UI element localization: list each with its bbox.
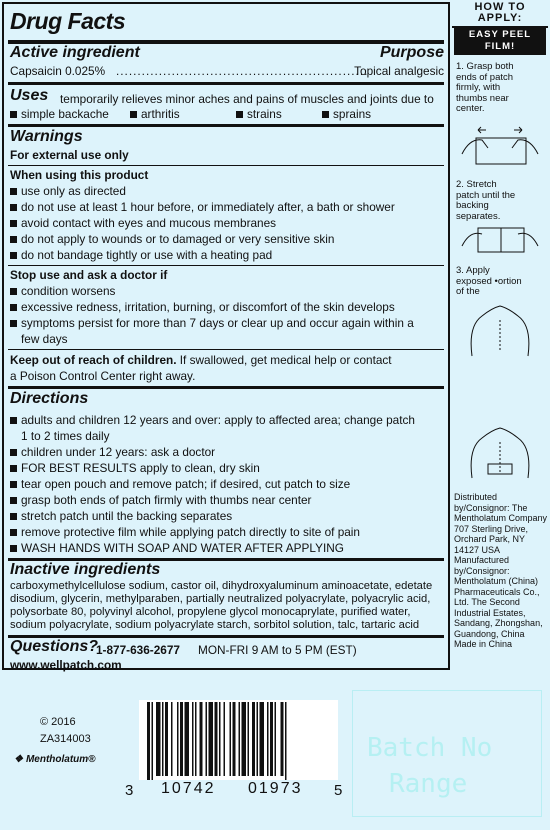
warning-item: use only as directed [10, 185, 126, 198]
direction-item: children under 12 years: ask a doctor [10, 446, 215, 459]
direction-item: tear open pouch and remove patch; if desired, cut patch to size [10, 478, 350, 491]
purpose-text: Topical analgesic [354, 64, 444, 78]
step-3: 3. Apply exposed •ortion of the [456, 265, 522, 297]
warning-item: do not use at least 1 hour before, or immediately after, a bath or shower [10, 201, 395, 214]
batch-stamp [352, 690, 542, 817]
questions-hours: MON-FRI 9 AM to 5 PM (EST) [198, 643, 357, 657]
stop-item-continued: few days [21, 332, 68, 346]
step-2: 2. Stretch patch until the backing separates. [456, 179, 516, 222]
drug-facts-title: Drug Facts [10, 8, 126, 34]
stop-item: symptoms persist for more than 7 days or clear up and occur again within a [10, 317, 414, 330]
website: www.wellpatch.com [10, 658, 122, 672]
when-using-heading: When using this product [10, 168, 149, 182]
direction-item: FOR BEST RESULTS apply to clean, dry skin [10, 462, 260, 475]
direction-item-continued: 1 to 2 times daily [21, 429, 110, 443]
divider [8, 265, 444, 266]
keep-out-of-reach: Keep out of reach of children. If swallowed, get medical help or contact [10, 353, 392, 367]
questions-phone: 1-877-636-2677 [96, 643, 180, 657]
uses-item: simple backache [10, 108, 109, 121]
step-1: 1. Grasp both ends of patch firmly, with thumbs near center. [456, 61, 514, 114]
step-1-illustration [456, 124, 544, 174]
leader-dots: ........................................................... [116, 64, 369, 78]
direction-item: adults and children 12 years and over: apply to affected area; change patch [10, 414, 415, 427]
inactive-line: carboxymethylcellulose sodium, castor oil, dihydroxyaluminum aminoacetate, edetate [10, 580, 433, 592]
stamp-line-1: Batch No [367, 733, 493, 763]
drug-facts-panel [2, 2, 450, 670]
active-ingredient: Capsaicin 0.025% [10, 64, 106, 78]
external-use: For external use only [10, 148, 129, 162]
barcode [139, 700, 338, 780]
uses-text: temporarily relieves minor aches and pains of muscles and joints due to [60, 92, 434, 106]
back-illustration [462, 300, 538, 360]
divider [8, 82, 444, 85]
direction-item: WASH HANDS WITH SOAP AND WATER AFTER APPLYING [10, 542, 344, 555]
uses-item: strains [236, 108, 282, 121]
barcode-digits-2: 01973 [248, 780, 303, 797]
barcode-digit-right: 5 [334, 782, 343, 799]
stop-use-heading: Stop use and ask a doctor if [10, 268, 168, 282]
mentholatum-logo: ❖ Mentholatum® [14, 754, 96, 765]
inactive-line: polysorbate 80, polyvinyl alcohol, propylene glycol monocaprylate, purified water, [10, 606, 411, 618]
directions-heading: Directions [10, 390, 89, 407]
uses-item: arthritis [130, 108, 180, 121]
stop-item: excessive redness, irritation, burning, or discomfort of the skin develops [10, 301, 395, 314]
divider [8, 124, 444, 127]
barcode-digits-1: 10742 [161, 780, 216, 797]
distributor-info: Distributed by/Consignor: The Mentholatum Company 707 Sterling Drive, Orchard Park, NY 14127 USA Manufactured by/Consignor: Mentholatum (China) Pharmaceuticals Co., Ltd. The Second Industrial Estates, Sandang, Zhongshan, Guandong, China Made in China [454, 492, 548, 649]
barcode-digit-left: 3 [125, 782, 134, 799]
active-ingredient-heading: Active ingredient [10, 44, 140, 61]
stop-item: condition worsens [10, 285, 115, 298]
inactive-heading: Inactive ingredients [10, 561, 161, 578]
inactive-line: disodium, glycerin, methylparaben, partially neutralized polyacrylate, polyacrylic acid, [10, 593, 431, 605]
warning-item: do not bandage tightly or use with a heating pad [10, 249, 272, 262]
copyright: © 2016 [40, 716, 76, 728]
direction-item: grasp both ends of patch firmly with thumbs near center [10, 494, 311, 507]
divider [8, 386, 444, 389]
how-to-apply-column [452, 2, 548, 670]
uses-heading: Uses [10, 87, 49, 104]
easy-peel-badge: EASY PEEL FILM! [454, 28, 546, 55]
divider [8, 349, 444, 350]
keep-out-of-reach-continued: a Poison Control Center right away. [10, 369, 196, 383]
stamp-line-2: Range [389, 769, 468, 799]
questions-heading: Questions? [10, 638, 99, 655]
divider [8, 165, 444, 166]
direction-item: stretch patch until the backing separates [10, 510, 232, 523]
how-to-apply-heading: HOW TO APPLY: [452, 2, 548, 28]
back-with-patch-illustration [462, 420, 538, 482]
step-2-illustration [456, 214, 544, 264]
uses-item: sprains [322, 108, 371, 121]
warnings-heading: Warnings [10, 128, 83, 145]
warning-item: do not apply to wounds or to damaged or very sensitive skin [10, 233, 334, 246]
direction-item: remove protective film while applying patch directly to site of pain [10, 526, 360, 539]
warning-item: avoid contact with eyes and mucous membranes [10, 217, 276, 230]
purpose-heading: Purpose [379, 44, 444, 61]
product-code: ZA314003 [40, 733, 91, 745]
inactive-line: sodium polyacrylate, sodium polyacrylate starch, sorbitol solution, talc, tartaric acid [10, 619, 420, 631]
